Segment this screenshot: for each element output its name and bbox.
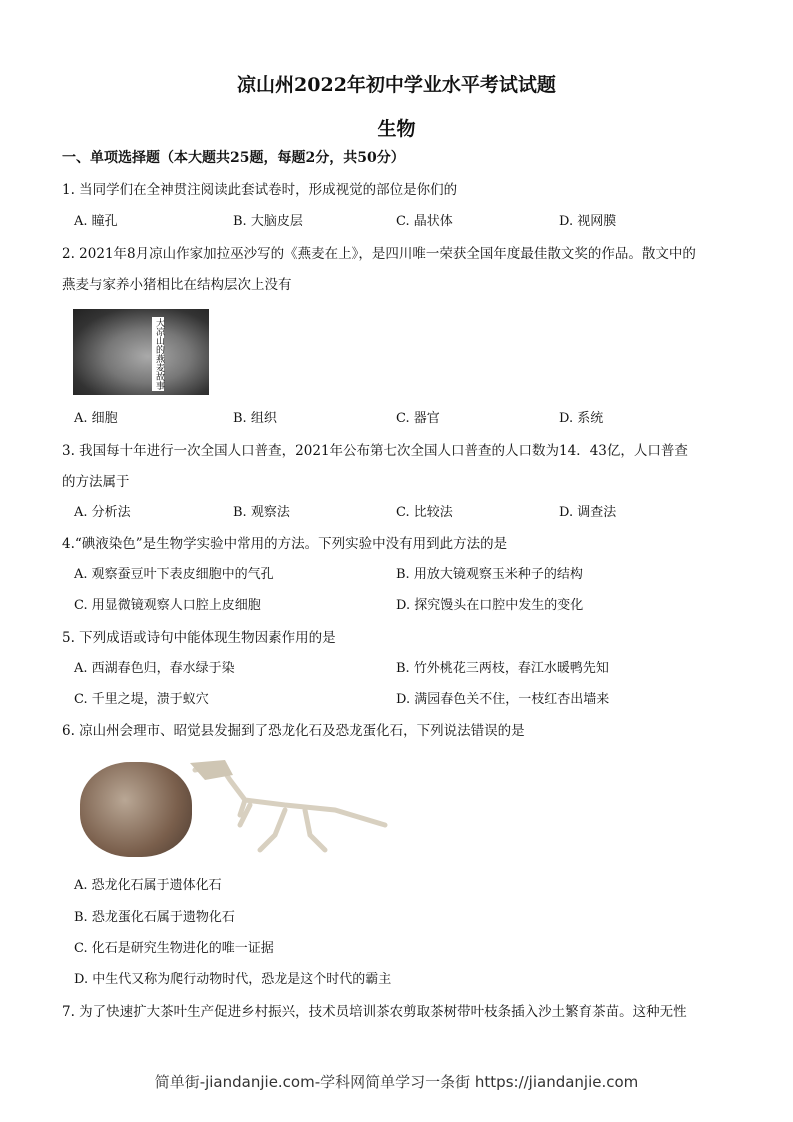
question-4-stem: 4.“碘液染色”是生物学实验中常用的方法。下列实验中没有用到此方法的是 (62, 536, 508, 552)
q4-option-b: B. 用放大镜观察玉米种子的结构 (396, 567, 583, 582)
image-caption: 大凉山的燕麦故事 (154, 318, 164, 390)
q4-option-a: A. 观察蚕豆叶下表皮细胞中的气孔 (74, 567, 274, 582)
q6-option-b: B. 恐龙蛋化石属于遗物化石 (74, 910, 235, 925)
q2-option-a: A. 细胞 (74, 411, 118, 426)
q6-option-d: D. 中生代又称为爬行动物时代，恐龙是这个时代的霸主 (74, 972, 392, 987)
q5-option-a: A. 西湖春色归，春水绿于染 (74, 661, 235, 676)
section-heading: 一、单项选择题（本大题共25题，每题2分，共50分） (62, 150, 405, 166)
q1-option-d: D. 视网膜 (559, 214, 617, 229)
q4-option-d: D. 探究馒头在口腔中发生的变化 (396, 598, 584, 613)
q5-option-b: B. 竹外桃花三两枝，春江水暖鸭先知 (396, 661, 609, 676)
question-5-stem: 5. 下列成语或诗句中能体现生物因素作用的是 (62, 630, 336, 646)
q4-option-c: C. 用显微镜观察人口腔上皮细胞 (74, 598, 261, 613)
footer-watermark: 简单街-jiandanjie.com-学科网简单学习一条街 https://jiandanjie.com (154, 1073, 639, 1091)
exam-title: 凉山州2022年初中学业水平考试试题 (237, 74, 556, 96)
q6-option-c: C. 化石是研究生物进化的唯一证据 (74, 941, 274, 956)
q3-option-a: A. 分析法 (74, 505, 131, 520)
q3-option-b: B. 观察法 (233, 505, 290, 520)
q1-option-b: B. 大脑皮层 (233, 214, 303, 229)
q1-option-a: A. 瞳孔 (74, 214, 118, 229)
q3-option-c: C. 比较法 (396, 505, 453, 520)
q1-option-c: C. 晶状体 (396, 214, 453, 229)
oats-in-hands-image (73, 309, 209, 395)
subject-title: 生物 (377, 118, 416, 140)
question-2-stem: 2. 2021年8月凉山作家加拉巫沙写的《燕麦在上》，是四川唯一荣获全国年度最佳散文奖的作品。散文中的 (62, 246, 696, 262)
question-3-stem-cont: 的方法属于 (62, 474, 130, 490)
q2-option-c: C. 器官 (396, 411, 440, 426)
q2-option-b: B. 组织 (233, 411, 277, 426)
question-2-stem-cont: 燕麦与家养小猪相比在结构层次上没有 (62, 277, 292, 293)
q6-option-a: A. 恐龙化石属于遗体化石 (74, 878, 222, 893)
q5-option-c: C. 千里之堤，溃于蚁穴 (74, 692, 209, 707)
q2-option-d: D. 系统 (559, 411, 604, 426)
dinosaur-skeleton-image (185, 755, 390, 855)
q3-option-d: D. 调查法 (559, 505, 617, 520)
q5-option-d: D. 满园春色关不住，一枝红杏出墙来 (396, 692, 610, 707)
question-1-stem: 1. 当同学们在全神贯注阅读此套试卷时，形成视觉的部位是你们的 (62, 182, 458, 198)
question-6-stem: 6. 凉山州会理市、昭觉县发掘到了恐龙化石及恐龙蛋化石，下列说法错误的是 (62, 723, 525, 739)
question-7-stem: 7. 为了快速扩大茶叶生产促进乡村振兴，技术员培训茶农剪取茶树带叶枝条插入沙土繁育茶苗。这种无性 (62, 1004, 687, 1020)
question-3-stem: 3. 我国每十年进行一次全国人口普查，2021年公布第七次全国人口普查的人口数为14．43亿，人口普查 (62, 443, 688, 459)
dinosaur-egg-fossil-image (80, 762, 192, 857)
